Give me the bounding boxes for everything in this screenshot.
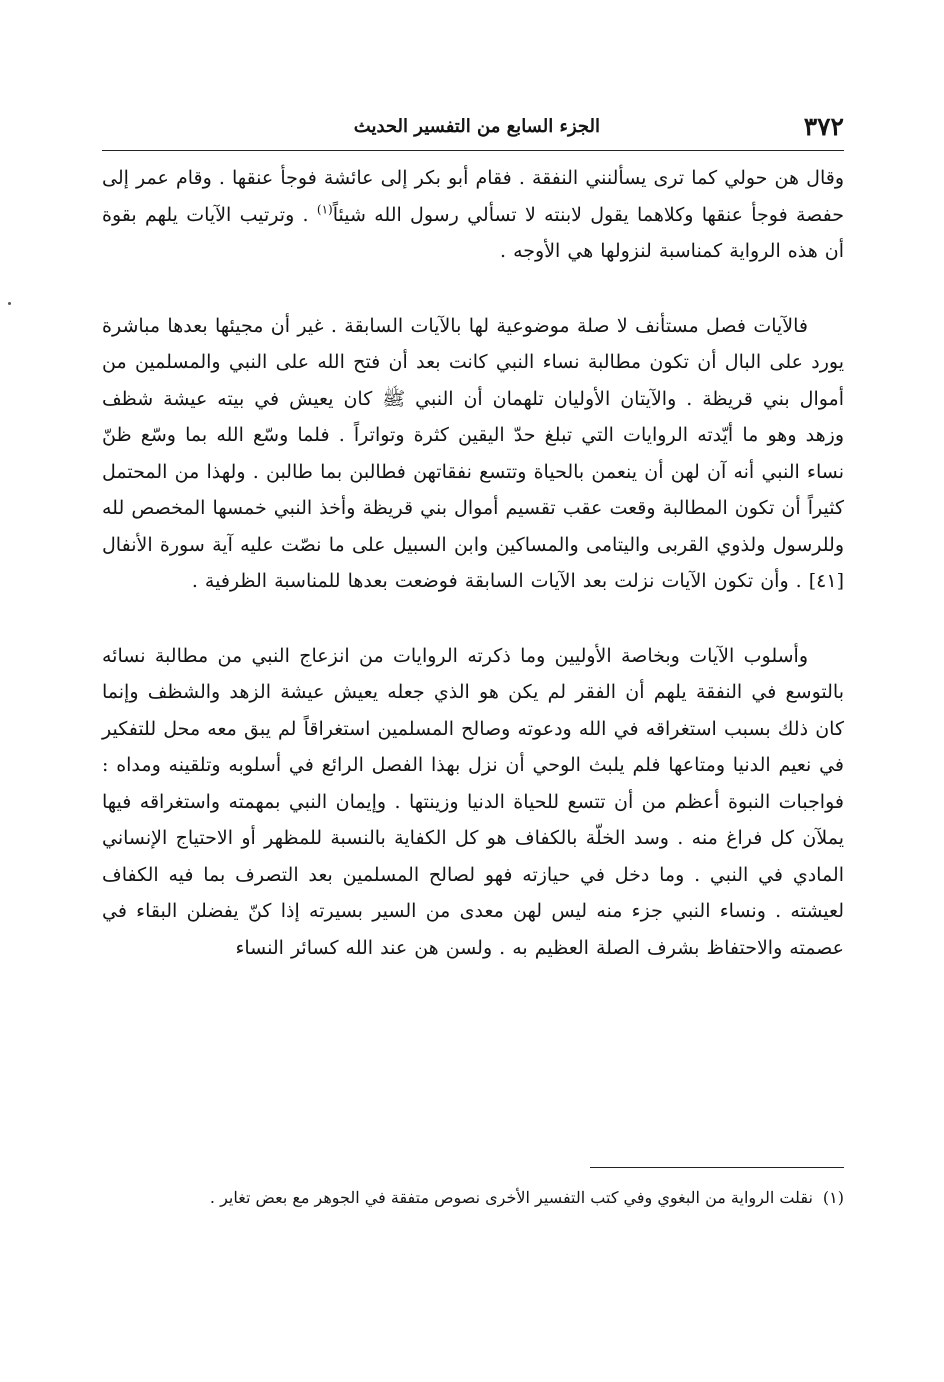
page-number: ٣٧٢ [803, 112, 844, 141]
footnotes [110, 1182, 844, 1213]
paragraph-2: فالآيات فصل مستأنف لا صلة موضوعية لها بالآيات السابقة . غير أن مجيئها بعدها مباشرة يورد على البال أن تكون مطالبة نساء النبي كانت بعد أن فتح الله على النبي والمسلمين من أموال بني قريظة . والآيتان الأوليان تلهمان أن النبي ﷺ كان يعيش في بيته عيشة شظف وزهد وهو ما أيّدته الروايات التي تبلغ حدّ اليقين كثرة وتواتراً . فلما وسّع الله بما وسّع ظنّ نساء النبي أنه آن لهن أن ينعمن بالحياة وتتسع نفقاتهن فطالبن بما طالبن . ولهذا من المحتمل كثيراً أن تكون المطالبة وقعت عقب تقسيم أموال بني قريظة وأخذ النبي خمسها المخصص لله وللرسول ولذوي القربى واليتامى والمساكين وابن السبيل على ما نصّت عليه آية سورة الأنفال [٤١] . وأن تكون الآيات نزلت بعد الآيات السابقة فوضعت بعدها للمناسبة الظرفية . [102, 314, 844, 592]
page-header [102, 112, 844, 142]
header-rule [102, 150, 844, 151]
paragraph-1-text-after-marker: . وترتيب الآيات يلهم بقوة أن هذه الرواية كمناسبة لنزولها هي الأوجه . [102, 203, 844, 262]
footnote-marker: (١) [316, 202, 333, 217]
footnote-1 [110, 1182, 844, 1213]
main-text [102, 160, 844, 966]
footnote-number: (١) [822, 1188, 844, 1207]
running-title: الجزء السابع من التفسير الحديث [353, 116, 600, 137]
footnote-text: نقلت الرواية من البغوي وفي كتب التفسير الأخرى نصوص متفقة في الجوهر مع بعض تغاير . [209, 1188, 813, 1207]
paragraph-1-text-before-marker: وقال هن حولي كما ترى يسألنني النفقة . فقام أبو بكر إلى عائشة فوجأ عنقها . وقام عمر إلى حفصة فوجأ عنقها وكلاهما يقول لابنته لا تسألي رسول الله شيئاً [102, 167, 844, 226]
paragraph-3: وأسلوب الآيات وبخاصة الأوليين وما ذكرته الروايات من انزعاج النبي من مطالبة نسائه بالتوسع في النفقة يلهم أن الفقر لم يكن هو الذي جعله يعيش عيشة الزهد والشظف وإنما كان ذلك بسبب استغراقه في الله ودعوته وصالح المسلمين استغراقاً لم يبق معه محل للتفكير في نعيم الدنيا ومتاعها فلم يلبث الوحي أن نزل بهذا الفصل الرائع في أسلوبه وتلقينه ومداه : فواجبات النبوة أعظم من أن تتسع للحياة الدنيا وزينتها . وإيمان النبي بمهمته واستغراقه فيها يملآن كل فراغ منه . وسد الخلّة بالكفاف هو كل الكفاية بالنسبة للمظهر أو الاحتياج الإنساني المادي في النبي . وما دخل في حيازته فهو لصالح المسلمين بعد التصرف بما فيه الكفاف لعيشته . ونساء النبي جزء منه ليس لهن معدى من السير بسيرته إذا كنّ يفضلن البقاء في عصمته والاحتفاظ بشرف الصلة العظيم به . ولسن هن عند الله كسائر النساء [102, 644, 844, 959]
scan-speck [8, 302, 11, 305]
paragraph-1 [102, 160, 844, 270]
footnote-rule [590, 1167, 844, 1168]
